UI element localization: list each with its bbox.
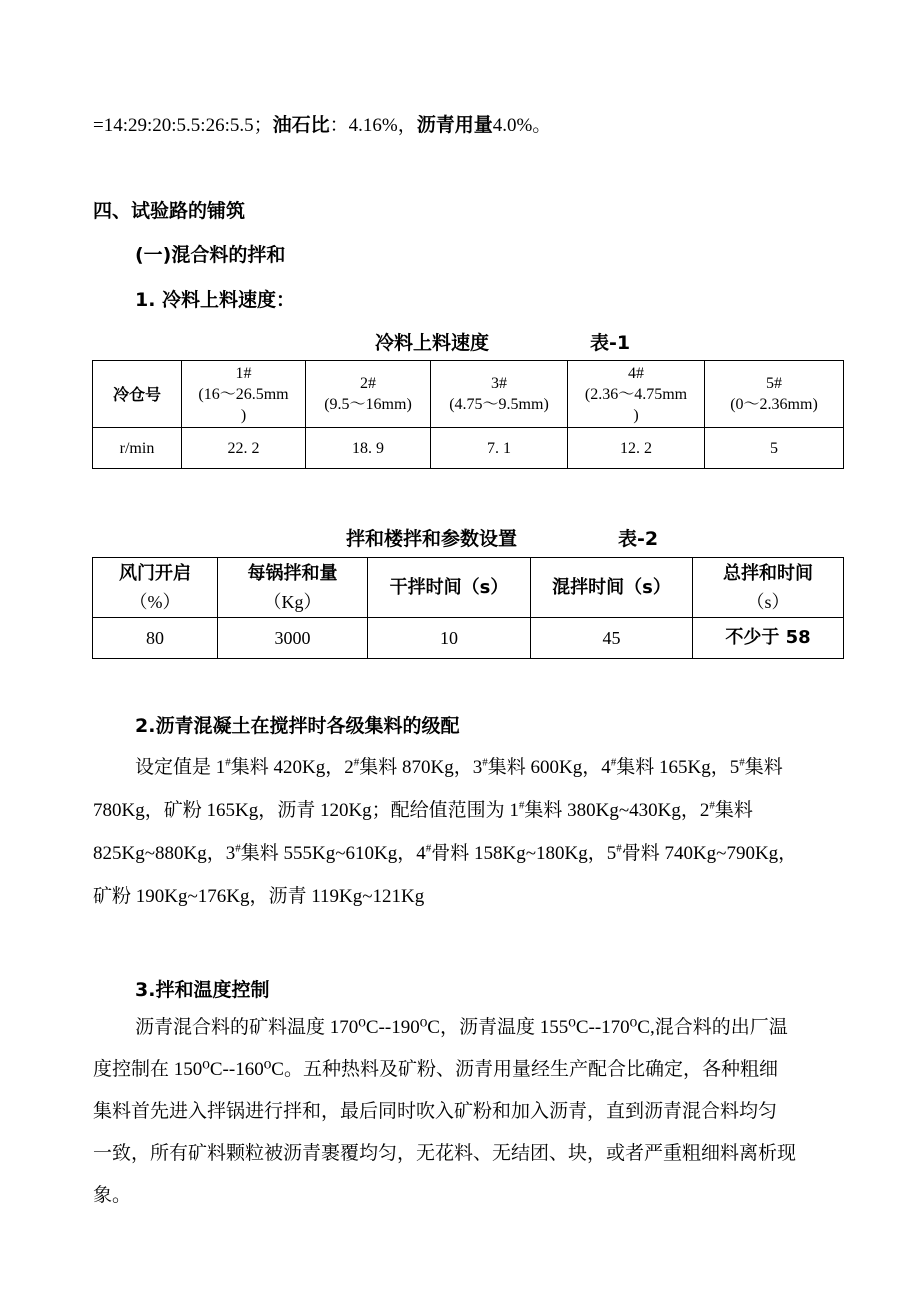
item3-title: 3.拌和温度控制 <box>135 979 270 1001</box>
header-line: 干拌时间（s） <box>389 576 509 598</box>
table2-header <box>693 558 844 618</box>
table2-value: 45 <box>531 618 693 659</box>
bin-range-tail: ) <box>633 406 639 424</box>
header-line: 总拌和时间 <box>723 562 813 584</box>
table1 <box>92 360 844 469</box>
header-line: 混拌时间（s） <box>552 576 671 598</box>
table2-value: 80 <box>93 618 218 659</box>
table1-bin-cell <box>705 361 844 428</box>
asphalt-value: 4.0%。 <box>492 115 552 136</box>
table1-value: 18. 9 <box>306 428 431 469</box>
header-unit: （%） <box>129 591 181 612</box>
table2-value: 3000 <box>218 618 368 659</box>
table-row <box>93 361 844 428</box>
intro-line <box>93 110 551 137</box>
bin-range: (0～2.36mm) <box>730 396 818 413</box>
item2-line: 825Kg~880Kg，3#集料 555Kg~610Kg，4#骨料 158Kg~180Kg，5#骨料 740Kg~790Kg， <box>93 842 798 864</box>
table1-bin-cell <box>182 361 306 428</box>
item2-line: 780Kg，矿粉 165Kg，沥青 120Kg；配给值范围为 1#集料 380Kg~430Kg，2#集料 <box>93 799 753 821</box>
item3-line: 象。 <box>93 1185 132 1206</box>
table1-label: 表-1 <box>590 332 631 354</box>
bin-range: (2.36～4.75mm <box>584 385 688 403</box>
table2-value: 10 <box>368 618 531 659</box>
table2-header <box>531 558 693 618</box>
item1-title: 1. 冷料上料速度： <box>135 289 296 311</box>
ratio-tail: =14:29:20:5.5:26:5.5； <box>93 115 273 136</box>
item3-line: 度控制在 150⁰C--160⁰C。五种热料及矿粉、沥青用量经生产配合比确定，各种粗细 <box>93 1059 778 1080</box>
table2-header <box>93 558 218 618</box>
item3-line: 沥青混合料的矿料温度 170⁰C--190⁰C，沥青温度 155⁰C--170⁰C,混合料的出厂温 <box>135 1017 788 1038</box>
bin-range: (4.75～9.5mm) <box>449 396 549 413</box>
bin-name: 2# <box>360 375 376 392</box>
section-title: 四、试验路的铺筑 <box>93 200 246 222</box>
bin-range: (9.5～16mm) <box>324 396 412 413</box>
asphalt-label: 沥青用量 <box>416 114 493 136</box>
table2 <box>92 557 844 659</box>
table-row <box>93 618 844 659</box>
oil-label: 油石比 <box>272 114 330 136</box>
header-unit: （s） <box>746 591 790 612</box>
item3-line: 一致，所有矿料颗粒被沥青裹覆均匀，无花料、无结团、块，或者严重粗细料离析现 <box>93 1143 797 1164</box>
table-row <box>93 558 844 618</box>
bin-name: 3# <box>491 375 507 392</box>
bin-name: 4# <box>628 364 644 382</box>
table2-label: 表-2 <box>618 528 659 550</box>
table2-header <box>218 558 368 618</box>
table1-bin-cell <box>306 361 431 428</box>
header-line: 每锅拌和量 <box>247 562 338 584</box>
table2-value: 不少于 58 <box>693 618 844 659</box>
bin-range-tail: ) <box>240 406 247 424</box>
table1-value: 7. 1 <box>431 428 568 469</box>
table1-row-label: r/min <box>93 428 182 469</box>
oil-value: ：4.16%， <box>329 115 417 136</box>
table2-caption: 拌和楼拌和参数设置 <box>346 528 518 550</box>
bin-name: 5# <box>766 375 782 392</box>
table1-value: 12. 2 <box>568 428 705 469</box>
table1-value: 22. 2 <box>182 428 306 469</box>
table-row <box>93 428 844 469</box>
bin-range: (16～26.5mm <box>198 385 289 403</box>
item2-line: 设定值是 1#集料 420Kg，2#集料 870Kg，3#集料 600Kg，4#集料 165Kg，5#集料 <box>135 756 783 778</box>
subsection-title: (一)混合料的拌和 <box>135 244 286 266</box>
item3-line: 集料首先进入拌锅进行拌和，最后同时吹入矿粉和加入沥青，直到沥青混合料均匀 <box>93 1101 778 1122</box>
table1-value: 5 <box>705 428 844 469</box>
item2-line: 矿粉 190Kg~176Kg，沥青 119Kg~121Kg <box>93 886 425 907</box>
table1-caption: 冷料上料速度 <box>375 332 490 354</box>
table2-header <box>368 558 531 618</box>
table1-bin-cell <box>568 361 705 428</box>
header-line: 风门开启 <box>119 562 191 584</box>
table1-header-label: 冷仓号 <box>93 361 182 428</box>
item2-title: 2.沥青混凝土在搅拌时各级集料的级配 <box>135 715 460 737</box>
table1-bin-cell <box>431 361 568 428</box>
header-unit: （Kg） <box>263 591 322 612</box>
bin-name: 1# <box>235 364 252 382</box>
